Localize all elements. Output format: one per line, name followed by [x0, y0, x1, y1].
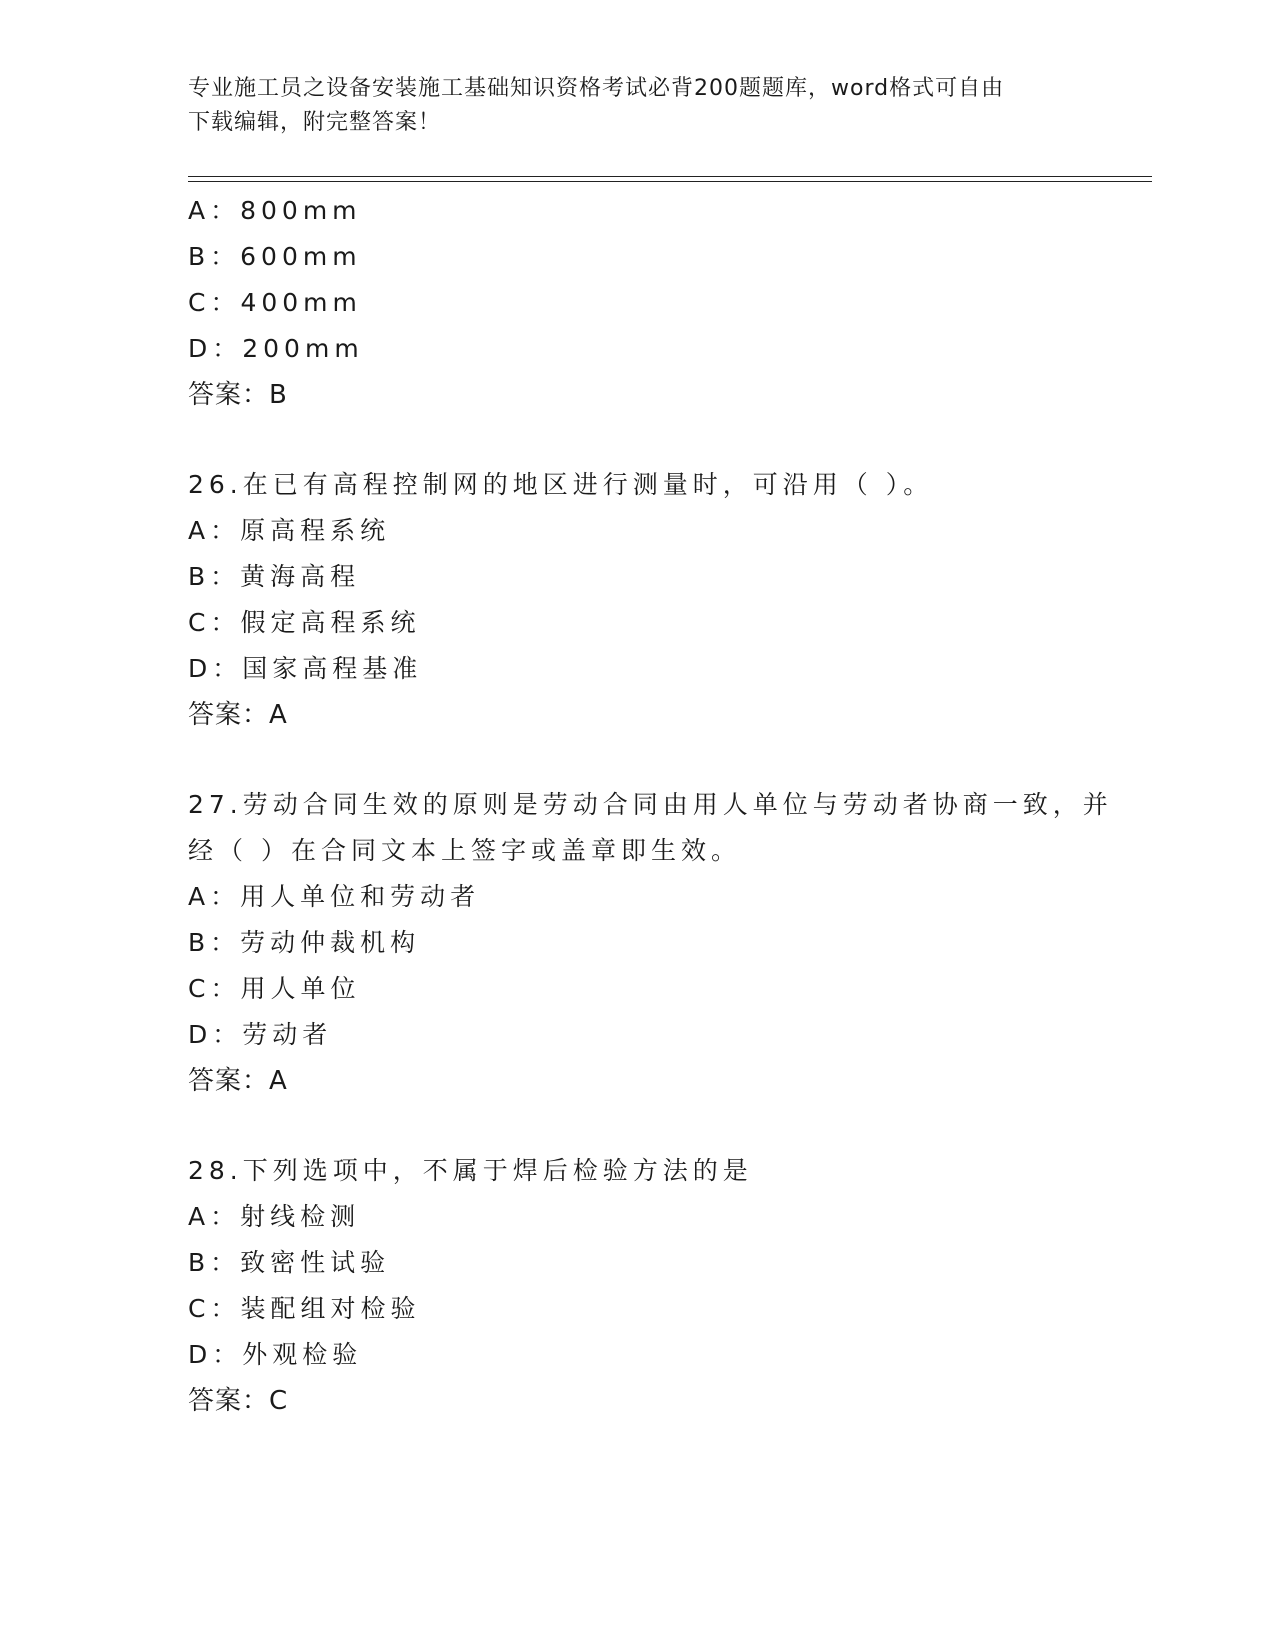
spacer — [188, 418, 1088, 462]
spacer — [188, 1104, 1088, 1148]
question-text-continued: 经（ ）在合同文本上签字或盖章即生效。 — [188, 836, 741, 865]
option-d: D：劳动者 — [188, 1020, 333, 1049]
header-divider-bottom — [188, 181, 1152, 182]
document-header — [188, 72, 1088, 140]
spacer — [188, 738, 1088, 782]
option-d: D：国家高程基准 — [188, 654, 423, 683]
option-a: A：射线检测 — [188, 1202, 361, 1231]
option-c: C：装配组对检验 — [188, 1294, 421, 1323]
option-b: B：致密性试验 — [188, 1248, 391, 1277]
question-text: 28.下列选项中，不属于焊后检验方法的是 — [188, 1156, 753, 1185]
option-b: B：600mm — [188, 242, 362, 271]
option-c: C：假定高程系统 — [188, 608, 421, 637]
option-b: B：黄海高程 — [188, 562, 361, 591]
carryover-question-block — [188, 188, 1088, 418]
question-text: 27.劳动合同生效的原则是劳动合同由用人单位与劳动者协商一致，并 — [188, 790, 1113, 819]
option-b: B：劳动仲裁机构 — [188, 928, 421, 957]
option-c: C：400mm — [188, 288, 362, 317]
option-d: D：200mm — [188, 334, 364, 363]
answer-line: 答案：A — [188, 1066, 288, 1096]
answer-line: 答案：A — [188, 700, 288, 730]
option-a: A：800mm — [188, 196, 362, 225]
option-c: C：用人单位 — [188, 974, 361, 1003]
header-line-1: 专业施工员之设备安装施工基础知识资格考试必背200题题库，word格式可自由 — [188, 76, 1005, 101]
question-26-block — [188, 462, 1088, 738]
option-d: D：外观检验 — [188, 1340, 363, 1369]
option-a: A：用人单位和劳动者 — [188, 882, 481, 911]
question-text: 26.在已有高程控制网的地区进行测量时，可沿用（ ）。 — [188, 470, 934, 499]
option-a: A：原高程系统 — [188, 516, 391, 545]
question-content — [188, 188, 1113, 1424]
answer-line: 答案：B — [188, 380, 288, 410]
answer-line: 答案：C — [188, 1386, 289, 1416]
header-divider-top — [188, 176, 1152, 177]
question-28-block — [188, 1148, 1088, 1424]
question-27-block — [188, 782, 1113, 1104]
header-line-2: 下载编辑，附完整答案！ — [188, 110, 442, 135]
